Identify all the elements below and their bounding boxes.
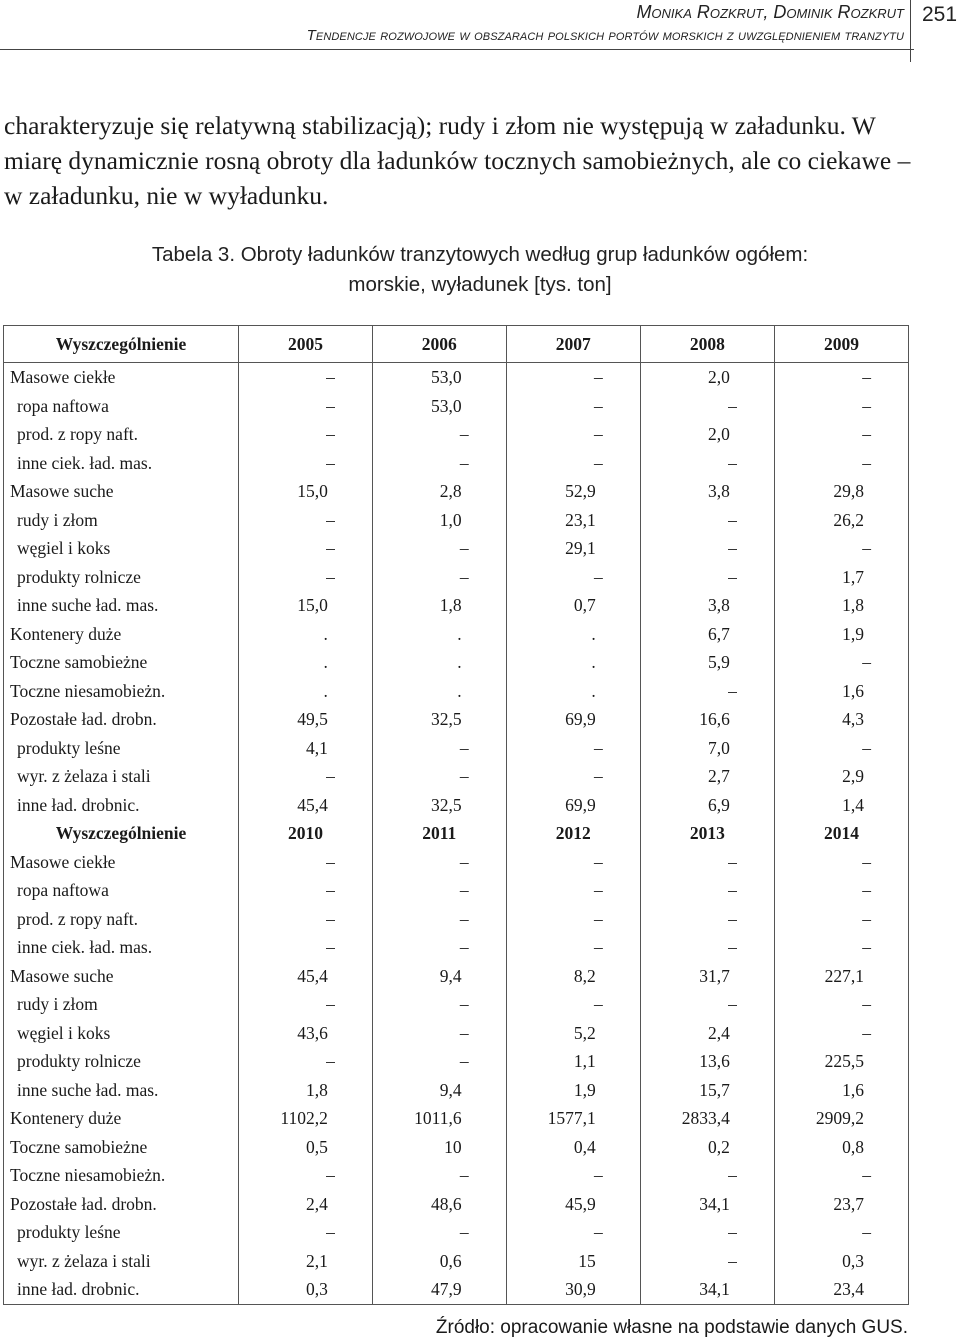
table-row bbox=[4, 933, 909, 962]
value-cell: – bbox=[506, 762, 640, 791]
row-label-cell: Toczne niesamobieżn. bbox=[4, 1161, 239, 1190]
header-authors: Monika Rozkrut, Dominik Rozkrut bbox=[636, 2, 904, 22]
value-cell: 2,0 bbox=[640, 420, 774, 449]
value-cell: 49,5 bbox=[239, 705, 373, 734]
value-cell: – bbox=[239, 506, 373, 535]
row-label-cell: prod. z ropy naft. bbox=[4, 420, 239, 449]
table-row bbox=[4, 477, 909, 506]
value-cell: 9,4 bbox=[372, 962, 506, 991]
table-row bbox=[4, 905, 909, 934]
value-cell: 5,2 bbox=[506, 1019, 640, 1048]
row-label-cell: produkty rolnicze bbox=[4, 563, 239, 592]
value-cell: 2,9 bbox=[774, 762, 908, 791]
value-cell: – bbox=[372, 449, 506, 478]
header-year-cell: 2005 bbox=[239, 326, 373, 363]
value-cell: – bbox=[506, 1218, 640, 1247]
row-label-cell: węgiel i koks bbox=[4, 1019, 239, 1048]
value-cell: 1,0 bbox=[372, 506, 506, 535]
table-row bbox=[4, 1218, 909, 1247]
value-cell: 7,0 bbox=[640, 734, 774, 763]
value-cell: – bbox=[372, 1218, 506, 1247]
table-caption bbox=[0, 240, 960, 300]
value-cell: . bbox=[239, 648, 373, 677]
value-cell: 0,8 bbox=[774, 1133, 908, 1162]
row-label-cell: ropa naftowa bbox=[4, 392, 239, 421]
value-cell: 1,8 bbox=[372, 591, 506, 620]
value-cell: . bbox=[239, 620, 373, 649]
value-cell: 23,7 bbox=[774, 1190, 908, 1219]
value-cell: 0,3 bbox=[774, 1247, 908, 1276]
row-label-cell: Masowe suche bbox=[4, 962, 239, 991]
value-cell: – bbox=[506, 876, 640, 905]
value-cell: – bbox=[774, 534, 908, 563]
value-cell: – bbox=[774, 933, 908, 962]
value-cell: – bbox=[774, 363, 908, 392]
value-cell: – bbox=[774, 905, 908, 934]
table-row bbox=[4, 962, 909, 991]
value-cell: 69,9 bbox=[506, 791, 640, 820]
value-cell: – bbox=[506, 905, 640, 934]
value-cell: 45,4 bbox=[239, 791, 373, 820]
value-cell: – bbox=[640, 534, 774, 563]
body-paragraph: charakteryzuje się relatywną stabilizacją); rudy i złom nie występują w załadunku. W miarę dynamicznie rosną obroty dla ładunków tocznych samobieżnych, ale co ciekawe – w załadunku, nie w wyładunku. bbox=[4, 111, 911, 210]
row-label-cell: prod. z ropy naft. bbox=[4, 905, 239, 934]
value-cell: 0,2 bbox=[640, 1133, 774, 1162]
row-label-cell: Pozostałe ład. drobn. bbox=[4, 705, 239, 734]
table-row bbox=[4, 648, 909, 677]
value-cell: 1,6 bbox=[774, 1076, 908, 1105]
value-cell: – bbox=[640, 933, 774, 962]
header-rule bbox=[0, 49, 914, 50]
value-cell: 32,5 bbox=[372, 791, 506, 820]
table-row bbox=[4, 1247, 909, 1276]
value-cell: 225,5 bbox=[774, 1047, 908, 1076]
table-row bbox=[4, 420, 909, 449]
value-cell: 53,0 bbox=[372, 392, 506, 421]
value-cell: – bbox=[774, 1218, 908, 1247]
value-cell: 1,9 bbox=[506, 1076, 640, 1105]
value-cell: 32,5 bbox=[372, 705, 506, 734]
value-cell: – bbox=[640, 905, 774, 934]
table-row bbox=[4, 705, 909, 734]
value-cell: – bbox=[774, 1019, 908, 1048]
table-row bbox=[4, 1133, 909, 1162]
header-year-cell: 2014 bbox=[774, 819, 908, 848]
value-cell: 10 bbox=[372, 1133, 506, 1162]
table-header-row bbox=[4, 819, 909, 848]
header-year-cell: 2009 bbox=[774, 326, 908, 363]
value-cell: – bbox=[372, 420, 506, 449]
header-year-cell: 2011 bbox=[372, 819, 506, 848]
value-cell: 2,7 bbox=[640, 762, 774, 791]
value-cell: – bbox=[640, 990, 774, 1019]
value-cell: 45,4 bbox=[239, 962, 373, 991]
header-year-cell: 2008 bbox=[640, 326, 774, 363]
caption-line-1: Tabela 3. Obroty ładunków tranzytowych według grup ładunków ogółem: bbox=[151, 243, 809, 266]
value-cell: – bbox=[506, 1161, 640, 1190]
value-cell: – bbox=[239, 990, 373, 1019]
value-cell: – bbox=[640, 392, 774, 421]
value-cell: 4,1 bbox=[239, 734, 373, 763]
value-cell: – bbox=[239, 933, 373, 962]
value-cell: – bbox=[506, 420, 640, 449]
row-label-cell: Masowe ciekłe bbox=[4, 848, 239, 877]
header-label-cell: Wyszczególnienie bbox=[4, 819, 239, 848]
value-cell: – bbox=[372, 990, 506, 1019]
value-cell: 23,4 bbox=[774, 1275, 908, 1304]
value-cell: – bbox=[239, 534, 373, 563]
row-label-cell: węgiel i koks bbox=[4, 534, 239, 563]
value-cell: – bbox=[372, 876, 506, 905]
value-cell: 15,0 bbox=[239, 591, 373, 620]
value-cell: – bbox=[774, 648, 908, 677]
value-cell: 8,2 bbox=[506, 962, 640, 991]
value-cell: . bbox=[506, 620, 640, 649]
value-cell: – bbox=[239, 563, 373, 592]
row-label-cell: inne suche ład. mas. bbox=[4, 1076, 239, 1105]
value-cell: – bbox=[372, 563, 506, 592]
row-label-cell: wyr. z żelaza i stali bbox=[4, 762, 239, 791]
value-cell: – bbox=[506, 363, 640, 392]
header-year-cell: 2013 bbox=[640, 819, 774, 848]
value-cell: 15,7 bbox=[640, 1076, 774, 1105]
table-row bbox=[4, 1047, 909, 1076]
row-label-cell: Toczne samobieżne bbox=[4, 648, 239, 677]
row-label-cell: Pozostałe ład. drobn. bbox=[4, 1190, 239, 1219]
value-cell: 3,8 bbox=[640, 477, 774, 506]
value-cell: – bbox=[239, 848, 373, 877]
value-cell: 1,7 bbox=[774, 563, 908, 592]
value-cell: – bbox=[506, 990, 640, 1019]
value-cell: – bbox=[774, 734, 908, 763]
value-cell: – bbox=[506, 392, 640, 421]
value-cell: 34,1 bbox=[640, 1190, 774, 1219]
value-cell: 2909,2 bbox=[774, 1104, 908, 1133]
table-header-row bbox=[4, 326, 909, 363]
value-cell: 227,1 bbox=[774, 962, 908, 991]
value-cell: – bbox=[640, 677, 774, 706]
value-cell: 30,9 bbox=[506, 1275, 640, 1304]
row-label-cell: produkty rolnicze bbox=[4, 1047, 239, 1076]
value-cell: – bbox=[372, 734, 506, 763]
value-cell: – bbox=[372, 933, 506, 962]
table-row bbox=[4, 1076, 909, 1105]
table-row bbox=[4, 990, 909, 1019]
value-cell: – bbox=[640, 876, 774, 905]
row-label-cell: Masowe suche bbox=[4, 477, 239, 506]
value-cell: – bbox=[640, 449, 774, 478]
value-cell: – bbox=[239, 392, 373, 421]
value-cell: 1,4 bbox=[774, 791, 908, 820]
value-cell: – bbox=[640, 506, 774, 535]
value-cell: 0,5 bbox=[239, 1133, 373, 1162]
value-cell: 48,6 bbox=[372, 1190, 506, 1219]
value-cell: 0,7 bbox=[506, 591, 640, 620]
table-row bbox=[4, 1104, 909, 1133]
value-cell: 3,8 bbox=[640, 591, 774, 620]
value-cell: – bbox=[774, 990, 908, 1019]
value-cell: 0,3 bbox=[239, 1275, 373, 1304]
value-cell: – bbox=[640, 563, 774, 592]
value-cell: 9,4 bbox=[372, 1076, 506, 1105]
value-cell: – bbox=[640, 1218, 774, 1247]
value-cell: 1011,6 bbox=[372, 1104, 506, 1133]
value-cell: – bbox=[640, 1247, 774, 1276]
table-row bbox=[4, 563, 909, 592]
value-cell: . bbox=[239, 677, 373, 706]
table-row bbox=[4, 534, 909, 563]
table-row bbox=[4, 1275, 909, 1304]
row-label-cell: inne ład. drobnic. bbox=[4, 1275, 239, 1304]
value-cell: 15 bbox=[506, 1247, 640, 1276]
table-row bbox=[4, 620, 909, 649]
value-cell: 1,8 bbox=[239, 1076, 373, 1105]
header-year-cell: 2010 bbox=[239, 819, 373, 848]
value-cell: . bbox=[506, 677, 640, 706]
value-cell: 23,1 bbox=[506, 506, 640, 535]
table-row bbox=[4, 762, 909, 791]
value-cell: 43,6 bbox=[239, 1019, 373, 1048]
table-row bbox=[4, 848, 909, 877]
row-label-cell: rudy i złom bbox=[4, 990, 239, 1019]
header-year-cell: 2007 bbox=[506, 326, 640, 363]
value-cell: – bbox=[372, 848, 506, 877]
value-cell: – bbox=[239, 1047, 373, 1076]
row-label-cell: inne ład. drobnic. bbox=[4, 791, 239, 820]
row-label-cell: produkty leśne bbox=[4, 1218, 239, 1247]
value-cell: – bbox=[640, 1161, 774, 1190]
row-label-cell: Toczne niesamobieżn. bbox=[4, 677, 239, 706]
value-cell: 2,1 bbox=[239, 1247, 373, 1276]
row-label-cell: inne ciek. ład. mas. bbox=[4, 933, 239, 962]
table-row bbox=[4, 1190, 909, 1219]
page-number: 251 bbox=[922, 3, 958, 26]
value-cell: 1,1 bbox=[506, 1047, 640, 1076]
table-row bbox=[4, 1161, 909, 1190]
value-cell: 69,9 bbox=[506, 705, 640, 734]
table-row bbox=[4, 449, 909, 478]
data-table bbox=[3, 325, 909, 1305]
value-cell: – bbox=[372, 762, 506, 791]
value-cell: – bbox=[774, 1161, 908, 1190]
value-cell: 6,9 bbox=[640, 791, 774, 820]
value-cell: 26,2 bbox=[774, 506, 908, 535]
value-cell: – bbox=[239, 876, 373, 905]
value-cell: – bbox=[239, 363, 373, 392]
row-label-cell: ropa naftowa bbox=[4, 876, 239, 905]
row-label-cell: Kontenery duże bbox=[4, 1104, 239, 1133]
value-cell: 1,6 bbox=[774, 677, 908, 706]
value-cell: – bbox=[506, 449, 640, 478]
value-cell: – bbox=[239, 1218, 373, 1247]
value-cell: – bbox=[372, 534, 506, 563]
value-cell: 2,0 bbox=[640, 363, 774, 392]
value-cell: 2,4 bbox=[239, 1190, 373, 1219]
value-cell: 47,9 bbox=[372, 1275, 506, 1304]
value-cell: 52,9 bbox=[506, 477, 640, 506]
row-label-cell: inne suche ład. mas. bbox=[4, 591, 239, 620]
value-cell: – bbox=[640, 848, 774, 877]
row-label-cell: wyr. z żelaza i stali bbox=[4, 1247, 239, 1276]
value-cell: 45,9 bbox=[506, 1190, 640, 1219]
value-cell: 1577,1 bbox=[506, 1104, 640, 1133]
row-label-cell: Kontenery duże bbox=[4, 620, 239, 649]
value-cell: – bbox=[372, 1047, 506, 1076]
value-cell: – bbox=[239, 905, 373, 934]
table-row bbox=[4, 791, 909, 820]
value-cell: 29,1 bbox=[506, 534, 640, 563]
value-cell: 2,4 bbox=[640, 1019, 774, 1048]
header-subtitle: Tendencje rozwojowe w obszarach polskich portów morskich z uwzględnieniem tranzytu bbox=[306, 27, 904, 44]
table-row bbox=[4, 734, 909, 763]
header-divider bbox=[910, 0, 911, 62]
table-row bbox=[4, 1019, 909, 1048]
row-label-cell: produkty leśne bbox=[4, 734, 239, 763]
table-row bbox=[4, 363, 909, 392]
source-note: Źródło: opracowanie własne na podstawie danych GUS. bbox=[435, 1317, 908, 1338]
table-row bbox=[4, 591, 909, 620]
value-cell: – bbox=[774, 392, 908, 421]
value-cell: 2833,4 bbox=[640, 1104, 774, 1133]
value-cell: – bbox=[774, 848, 908, 877]
value-cell: – bbox=[774, 876, 908, 905]
value-cell: . bbox=[372, 677, 506, 706]
row-label-cell: rudy i złom bbox=[4, 506, 239, 535]
row-label-cell: Toczne samobieżne bbox=[4, 1133, 239, 1162]
row-label-cell: inne ciek. ład. mas. bbox=[4, 449, 239, 478]
value-cell: 16,6 bbox=[640, 705, 774, 734]
value-cell: – bbox=[239, 449, 373, 478]
value-cell: 0,4 bbox=[506, 1133, 640, 1162]
value-cell: – bbox=[372, 1161, 506, 1190]
value-cell: 13,6 bbox=[640, 1047, 774, 1076]
value-cell: 1,9 bbox=[774, 620, 908, 649]
value-cell: – bbox=[239, 420, 373, 449]
value-cell: – bbox=[239, 762, 373, 791]
value-cell: . bbox=[372, 648, 506, 677]
value-cell: 1102,2 bbox=[239, 1104, 373, 1133]
value-cell: – bbox=[239, 1161, 373, 1190]
value-cell: – bbox=[372, 1019, 506, 1048]
table-row bbox=[4, 876, 909, 905]
value-cell: – bbox=[506, 848, 640, 877]
value-cell: . bbox=[372, 620, 506, 649]
value-cell: 53,0 bbox=[372, 363, 506, 392]
table-row bbox=[4, 506, 909, 535]
header-label-cell: Wyszczególnienie bbox=[4, 326, 239, 363]
value-cell: . bbox=[506, 648, 640, 677]
table-row bbox=[4, 392, 909, 421]
value-cell: 31,7 bbox=[640, 962, 774, 991]
value-cell: – bbox=[372, 905, 506, 934]
value-cell: 29,8 bbox=[774, 477, 908, 506]
row-label-cell: Masowe ciekłe bbox=[4, 363, 239, 392]
value-cell: – bbox=[774, 420, 908, 449]
value-cell: 2,8 bbox=[372, 477, 506, 506]
value-cell: 5,9 bbox=[640, 648, 774, 677]
value-cell: 4,3 bbox=[774, 705, 908, 734]
table-row bbox=[4, 677, 909, 706]
value-cell: – bbox=[506, 563, 640, 592]
value-cell: 15,0 bbox=[239, 477, 373, 506]
value-cell: – bbox=[506, 734, 640, 763]
caption-line-2: morskie, wyładunek [tys. ton] bbox=[348, 273, 612, 296]
header-year-cell: 2012 bbox=[506, 819, 640, 848]
value-cell: 6,7 bbox=[640, 620, 774, 649]
value-cell: – bbox=[774, 449, 908, 478]
value-cell: 1,8 bbox=[774, 591, 908, 620]
value-cell: 34,1 bbox=[640, 1275, 774, 1304]
value-cell: – bbox=[506, 933, 640, 962]
running-header bbox=[0, 0, 960, 62]
value-cell: 0,6 bbox=[372, 1247, 506, 1276]
header-year-cell: 2006 bbox=[372, 326, 506, 363]
